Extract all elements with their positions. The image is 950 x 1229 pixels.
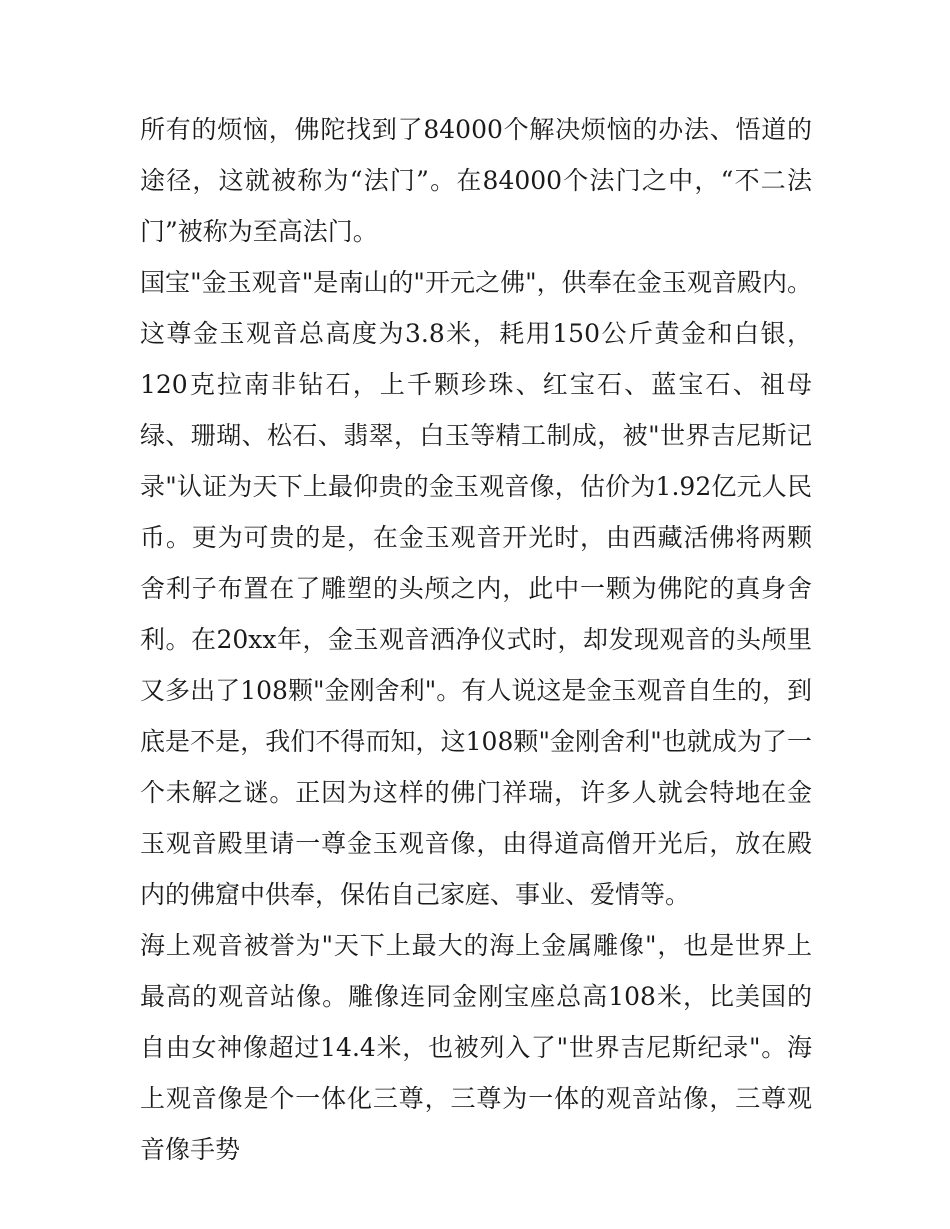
paragraph-golden-jade-guanyin: 国宝"金玉观音"是南山的"开元之佛"，供奉在金玉观音殿内。这尊金玉观音总高度为3.8米，耗用150公斤黄金和白银，120克拉南非钻石，上千颗珍珠、红宝石、蓝宝石、祖母绿、珊瑚、松石、翡翠，白玉等精工制成，被"世界吉尼斯记录"认证为天下上最仰贵的金玉观音像，估价为1.92亿元人民币。更为可贵的是，在金玉观音开光时，由西藏活佛将两颗舍利子布置在了雕塑的头颅之内，此中一颗为佛陀的真身舍利。在20xx年，金玉观音洒净仪式时，却发现观音的头颅里又多出了108颗"金刚舍利"。有人说这是金玉观音自生的，到底是不是，我们不得而知，这108颗"金刚舍利"也就成为了一个未解之谜。正因为这样的佛门祥瑞，许多人就会特地在金玉观音殿里请一尊金玉观音像，由得道高僧开光后，放在殿内的佛窟中供奉，保佑自己家庭、事业、爱情等。 xyxy=(140,268,812,909)
paragraph-sea-guanyin: 海上观音被誉为"天下上最大的海上金属雕像"，也是世界上最高的观音站像。雕像连同金刚宝座总高108米，比美国的自由女神像超过14.4米，也被列入了"世界吉尼斯纪录"。海上观音像是个一体化三尊，三尊为一体的观音站像，三尊观音像手势 xyxy=(140,931,812,1164)
document-body xyxy=(140,104,812,1175)
paragraph-dharma-gates: 所有的烦恼，佛陀找到了84000个解决烦恼的办法、悟道的途径，这就被称为“法门”。在84000个法门之中，“不二法门”被称为至高法门。 xyxy=(140,115,812,246)
